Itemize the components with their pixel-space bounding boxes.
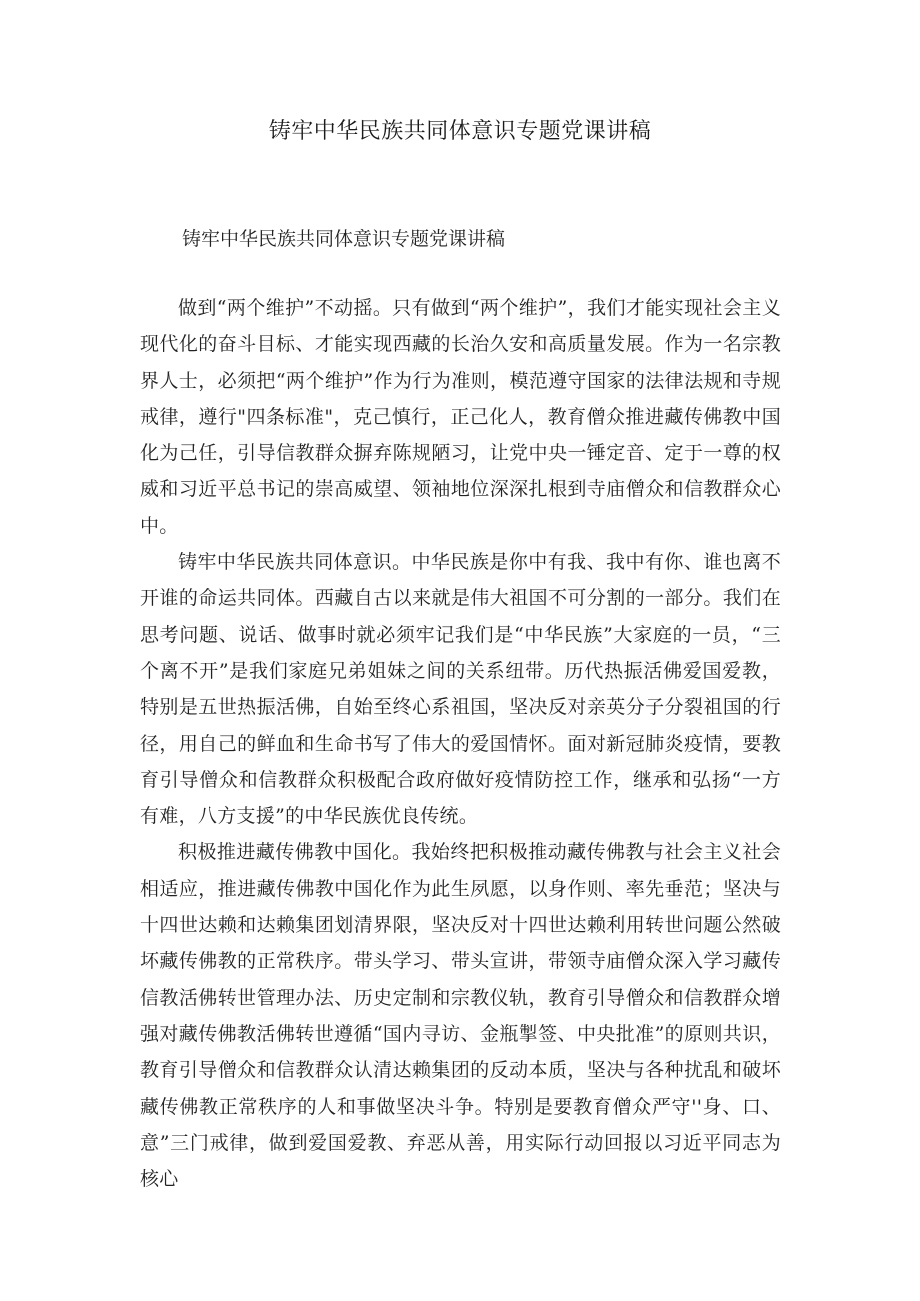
paragraph: 做到“两个维护”不动摇。只有做到“两个维护”，我们才能实现社会主义现代化的奋斗目标、才能实现西藏的长治久安和高质量发展。作为一名宗教界人士，必须把“两个维护”作为行为准则，模范遵守国家的法律法规和寺规戒律，遵行"四条标准"，克己慎行，正己化人，教育僧众推进藏传佛教中国化为己任，引导信教群众摒弃陈规陋习，让党中央一锤定音、定于一尊的权威和习近平总书记的崇高威望、领袖地位深深扎根到寺庙僧众和信教群众心中。 (140, 297, 781, 537)
paragraph: 铸牢中华民族共同体意识。中华民族是你中有我、我中有你、谁也离不开谁的命运共同体。西藏自古以来就是伟大祖国不可分割的一部分。我们在思考问题、说话、做事时就必须牢记我们是“中华民族”大家庭的一员，“三个离不开”是我们家庭兄弟姐妹之间的关系纽带。历代热振活佛爱国爱教，特别是五世热振活佛，自始至终心系祖国，坚决反对亲英分子分裂祖国的行径，用自己的鲜血和生命书写了伟大的爱国情怀。面对新冠肺炎疫情，要教育引导僧众和信教群众积极配合政府做好疫情防控工作，继承和弘扬“一方有难，八方支援”的中华民族优良传统。 (140, 551, 781, 828)
document-subtitle: 铸牢中华民族共同体意识专题党课讲稿 (182, 228, 506, 250)
document-title: 铸牢中华民族共同体意识专题党课讲稿 (268, 119, 652, 144)
paragraph: 积极推进藏传佛教中国化。我始终把积极推动藏传佛教与社会主义社会相适应，推进藏传佛教中国化作为此生夙愿，以身作则、率先垂范；坚决与十四世达赖和达赖集团划清界限，坚决反对十四世达赖利用转世问题公然破坏藏传佛教的正常秩序。带头学习、带头宣讲，带领寺庙僧众深入学习藏传信教活佛转世管理办法、历史定制和宗教仪轨，教育引导僧众和信教群众增强对藏传佛教活佛转世遵循“国内寻访、金瓶掣签、中央批准”的原则共识，教育引导僧众和信教群众认清达赖集团的反动本质，坚决与各种扰乱和破坏藏传佛教正常秩序的人和事做坚决斗争。特别是要教育僧众严守''身、口、意”三门戒律，做到爱国爱教、弃恶从善，用实际行动回报以习近平同志为核心 (140, 841, 781, 1191)
document-body (140, 290, 781, 1197)
